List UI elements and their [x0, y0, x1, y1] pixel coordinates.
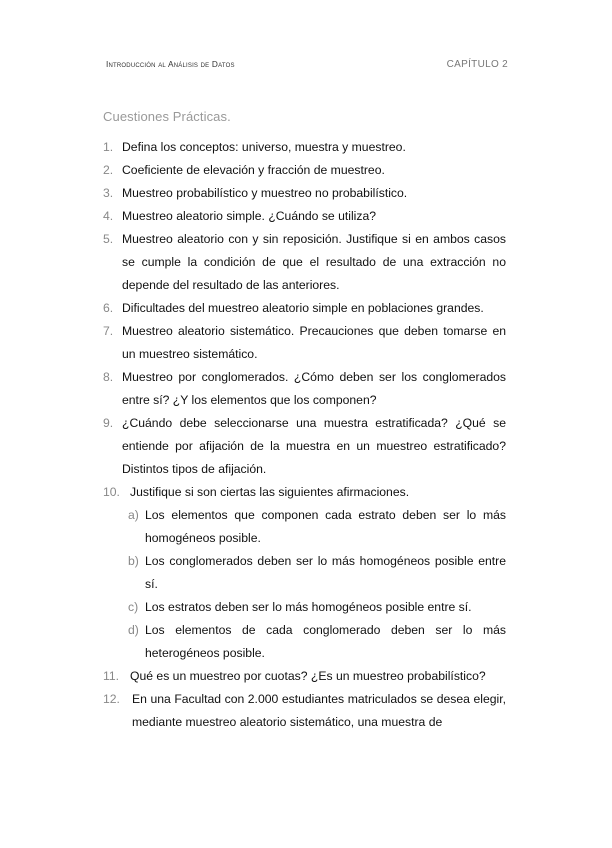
sub-item: [0, 619, 612, 665]
item-text: Muestreo probabilístico y muestreo no probabilístico.: [122, 186, 408, 200]
sub-item-letter: c): [128, 600, 139, 614]
list-item: [0, 159, 612, 182]
list-item: [0, 205, 612, 228]
item-number: 12.: [103, 692, 120, 706]
item-text: Qué es un muestreo por cuotas? ¿Es un muestreo probabilístico?: [130, 669, 486, 683]
list-item: [0, 366, 612, 412]
item-number: 1.: [103, 140, 114, 154]
item-text: En una Facultad con 2.000 estudiantes matriculados se desea elegir, mediante muestreo aleatorio sistemático, una muestra de: [132, 692, 506, 729]
list-item: [0, 297, 612, 320]
sub-item: [0, 504, 612, 550]
list-item: [0, 412, 612, 481]
item-number: 2.: [103, 163, 114, 177]
sub-item-letter: b): [128, 554, 139, 568]
list-item: [0, 688, 612, 734]
list-item: [0, 136, 612, 159]
section-title: Cuestiones Prácticas.: [103, 109, 231, 124]
item-text: Justifique si son ciertas las siguientes afirmaciones.: [130, 485, 410, 499]
item-number: 5.: [103, 232, 114, 246]
questions-list: [0, 136, 612, 734]
sub-item-text: Los elementos de cada conglomerado deben ser lo más heterogéneos posible.: [145, 623, 506, 660]
item-text: Muestreo por conglomerados. ¿Cómo deben ser los conglomerados entre sí? ¿Y los elementos que los componen?: [122, 370, 506, 407]
sub-item-letter: d): [128, 623, 139, 637]
sub-item-letter: a): [128, 508, 139, 522]
sub-item-text: Los estratos deben ser lo más homogéneos posible entre sí.: [145, 600, 472, 614]
sub-item-text: Los conglomerados deben ser lo más homogéneos posible entre sí.: [145, 554, 506, 591]
item-number: 10.: [103, 485, 120, 499]
item-number: 9.: [103, 416, 114, 430]
item-text: Coeficiente de elevación y fracción de muestreo.: [122, 163, 385, 177]
item-number: 3.: [103, 186, 114, 200]
running-header-title: Introducción al Análisis de Datos: [106, 59, 235, 69]
running-header-chapter: CAPÍTULO 2: [446, 59, 508, 70]
item-text: Muestreo aleatorio simple. ¿Cuándo se utiliza?: [122, 209, 377, 223]
item-number: 7.: [103, 324, 114, 338]
item-number: 11.: [103, 669, 120, 683]
item-text: Dificultades del muestreo aleatorio simple en poblaciones grandes.: [122, 301, 484, 315]
sub-item: [0, 550, 612, 596]
item-text: Defina los conceptos: universo, muestra y muestreo.: [122, 140, 406, 154]
list-item: [0, 481, 612, 504]
sub-item: [0, 596, 612, 619]
item-number: 4.: [103, 209, 114, 223]
item-number: 8.: [103, 370, 114, 384]
sub-item-text: Los elementos que componen cada estrato deben ser lo más homogéneos posible.: [145, 508, 506, 545]
item-text: Muestreo aleatorio con y sin reposición. Justifique si en ambos casos se cumple la condición de que el resultado de una extracción no depende del resultado de las anteriores.: [122, 232, 506, 292]
item-number: 6.: [103, 301, 114, 315]
list-item: [0, 228, 612, 297]
item-text: ¿Cuándo debe seleccionarse una muestra estratificada? ¿Qué se entiende por afijación de la muestra en un muestreo estratificado? Distintos tipos de afijación.: [122, 416, 506, 476]
list-item: [0, 182, 612, 205]
list-item: [0, 665, 612, 688]
item-text: Muestreo aleatorio sistemático. Precauciones que deben tomarse en un muestreo sistemático.: [122, 324, 506, 361]
list-item: [0, 320, 612, 366]
